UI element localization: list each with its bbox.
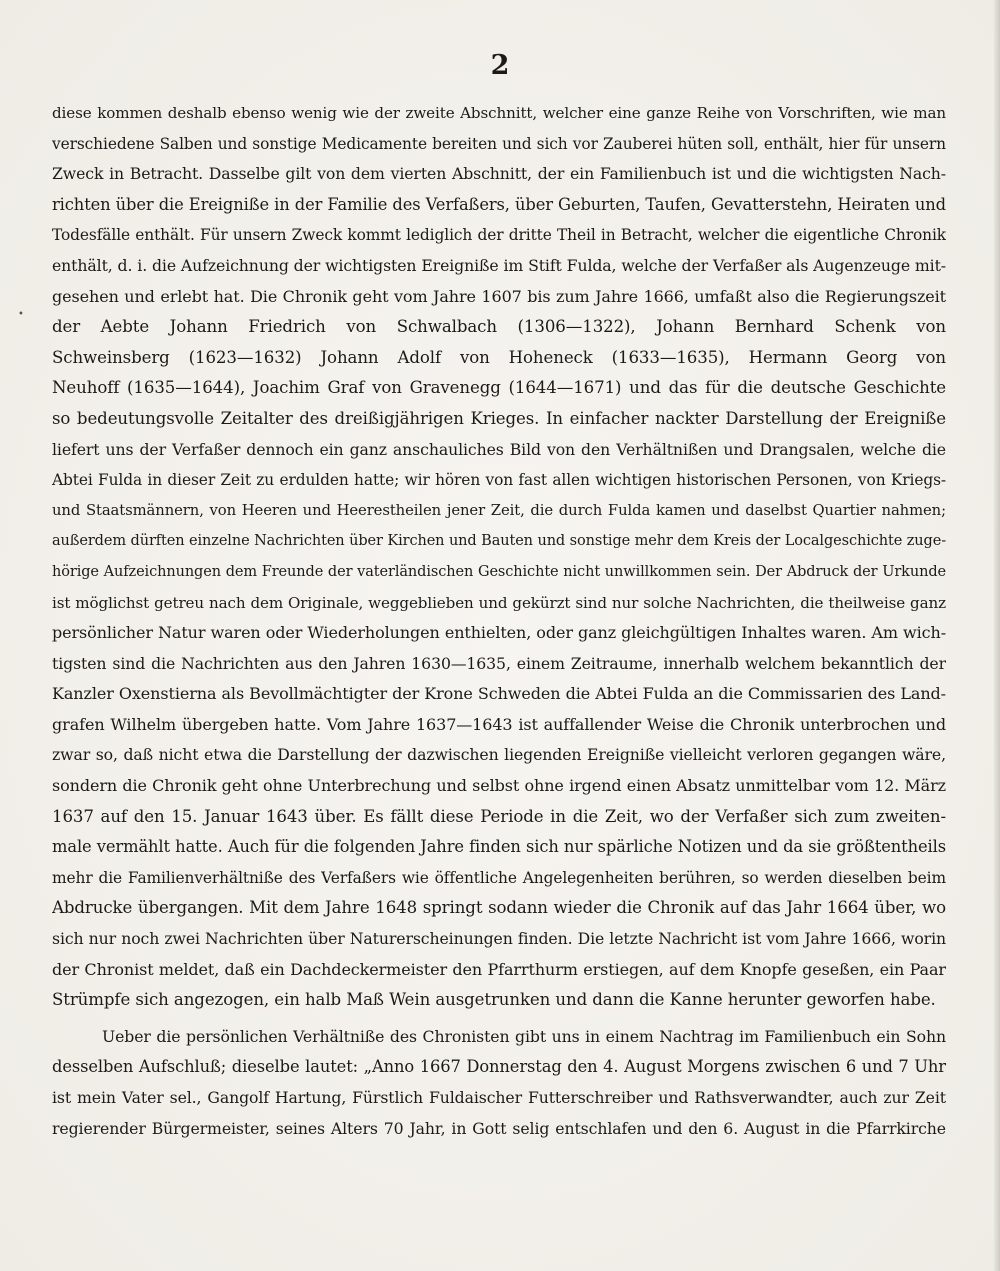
text-line: tigsten sind die Nachrichten aus den Jahren 1630—1635, einem Zeitraume, innerhalb welchem bekanntlich der: [52, 653, 946, 673]
text-line: sich nur noch zwei Nachrichten über Naturerscheinungen finden. Die letzte Nachricht ist vom Jahre 1666, worin: [52, 929, 946, 949]
text-line: desselben Aufschluß; dieselbe lautet: „Anno 1667 Donnerstag den 4. August Morgens zwischen 6 und 7 Uhr: [52, 1057, 946, 1077]
text-line: male vermählt hatte. Auch für die folgenden Jahre finden sich nur spärliche Notizen und da sie größtentheils: [52, 837, 946, 857]
text-line: sondern die Chronik geht ohne Unterbrechung und selbst ohne irgend einen Absatz unmittelbar vom 12. März: [52, 776, 946, 796]
text-line: ist mein Vater sel., Gangolf Hartung, Fürstlich Fuldaischer Futterschreiber und Rathsverwandter, auch zur Zeit: [52, 1088, 946, 1107]
body-text: [52, 98, 946, 1144]
text-line: Schweinsberg (1623—1632) Johann Adolf von Hoheneck (1633—1635), Hermann Georg von: [52, 347, 946, 367]
text-line: richten über die Ereigniße in der Familie des Verfaßers, über Geburten, Taufen, Gevatterstehn, Heiraten und: [52, 194, 946, 214]
text-line: gesehen und erlebt hat. Die Chronik geht vom Jahre 1607 bis zum Jahre 1666, umfaßt also die Regierungszeit: [52, 286, 946, 306]
margin-mark: •: [18, 309, 24, 320]
paragraph-2: [52, 1022, 946, 1144]
paragraph-1: [52, 98, 946, 1016]
text-line: persönlicher Natur waren oder Wiederholungen enthielten, oder ganz gleichgültigen Inhaltes waren. Am wich-: [52, 623, 946, 643]
text-line: ist möglichst getreu nach dem Originale, weggeblieben und gekürzt sind nur solche Nachrichten, die theilweise ganz: [52, 593, 946, 612]
text-line: so bedeutungsvolle Zeitalter des dreißigjährigen Krieges. In einfacher nackter Darstellung der Ereigniße: [52, 408, 946, 428]
text-line: mehr die Familienverhältniße des Verfaßers wie öffentliche Angelegenheiten berühren, so werden dieselben beim: [52, 868, 946, 887]
page-edge-shadow: [994, 0, 1000, 1271]
text-line: Abdrucke übergangen. Mit dem Jahre 1648 springt sodann wieder die Chronik auf das Jahr 1664 über, wo: [52, 898, 946, 918]
text-line: zwar so, daß nicht etwa die Darstellung der dazwischen liegenden Ereigniße vielleicht verloren gegangen wäre,: [52, 745, 946, 765]
text-line: liefert uns der Verfaßer dennoch ein ganz anschauliches Bild von den Verhältnißen und Drangsalen, welche die: [52, 439, 946, 459]
text-line: 1637 auf den 15. Januar 1643 über. Es fällt diese Periode in die Zeit, wo der Verfaßer sich zum zweiten-: [52, 806, 946, 826]
text-line: regierender Bürgermeister, seines Alters 70 Jahr, in Gott selig entschlafen und den 6. August in die Pfarrkirche: [52, 1118, 946, 1138]
text-line: der Chronist meldet, daß ein Dachdeckermeister den Pfarrthurm erstiegen, auf dem Knopfe geseßen, ein Paar: [52, 959, 946, 979]
text-line: der Aebte Johann Friedrich von Schwalbach (1306—1322), Johann Bernhard Schenk von: [52, 317, 946, 337]
text-line: Ueber die persönlichen Verhältniße des Chronisten gibt uns in einem Nachtrag im Familienbuch ein Sohn: [102, 1026, 946, 1046]
text-line: Strümpfe sich angezogen, ein halb Maß Wein ausgetrunken und dann die Kanne herunter geworfen habe.: [52, 990, 936, 1010]
text-line: Neuhoff (1635—1644), Joachim Graf von Gravenegg (1644—1671) und das für die deutsche Geschichte: [52, 378, 946, 398]
text-line: Todesfälle enthält. Für unsern Zweck kommt lediglich der dritte Theil in Betracht, welcher die eigentliche Chronik: [52, 226, 946, 245]
text-line: außerdem dürften einzelne Nachrichten über Kirchen und Bauten und sonstige mehr dem Kreis der Localgeschichte zuge-: [52, 533, 946, 550]
text-line: Kanzler Oxenstierna als Bevollmächtigter der Krone Schweden die Abtei Fulda an die Commissarien des Land-: [52, 684, 946, 704]
text-line: und Staatsmännern, von Heeren und Heerestheilen jener Zeit, die durch Fulda kamen und daselbst Quartier nahmen;: [52, 501, 946, 519]
text-line: enthält, d. i. die Aufzeichnung der wichtigsten Ereigniße im Stift Fulda, welche der Verfaßer als Augenzeuge mit-: [52, 255, 946, 275]
text-line: grafen Wilhelm übergeben hatte. Vom Jahre 1637—1643 ist auffallender Weise die Chronik unterbrochen und: [52, 714, 946, 734]
text-line: Zweck in Betracht. Dasselbe gilt von dem vierten Abschnitt, der ein Familienbuch ist und die wichtigsten Nach-: [52, 164, 946, 184]
text-line: Abtei Fulda in dieser Zeit zu erdulden hatte; wir hören von fast allen wichtigen historischen Personen, von Kriegs-: [52, 471, 946, 490]
page-number: 2: [490, 50, 510, 81]
text-line: verschiedene Salben und sonstige Medicamente bereiten und sich vor Zauberei hüten soll, enthält, hier für unsern: [52, 134, 946, 153]
text-line: diese kommen deshalb ebenso wenig wie der zweite Abschnitt, welcher eine ganze Reihe von Vorschriften, wie man: [52, 104, 946, 122]
text-line: hörige Aufzeichnungen dem Freunde der vaterländischen Geschichte nicht unwillkommen sein. Der Abdruck der Urkunde: [52, 563, 946, 580]
